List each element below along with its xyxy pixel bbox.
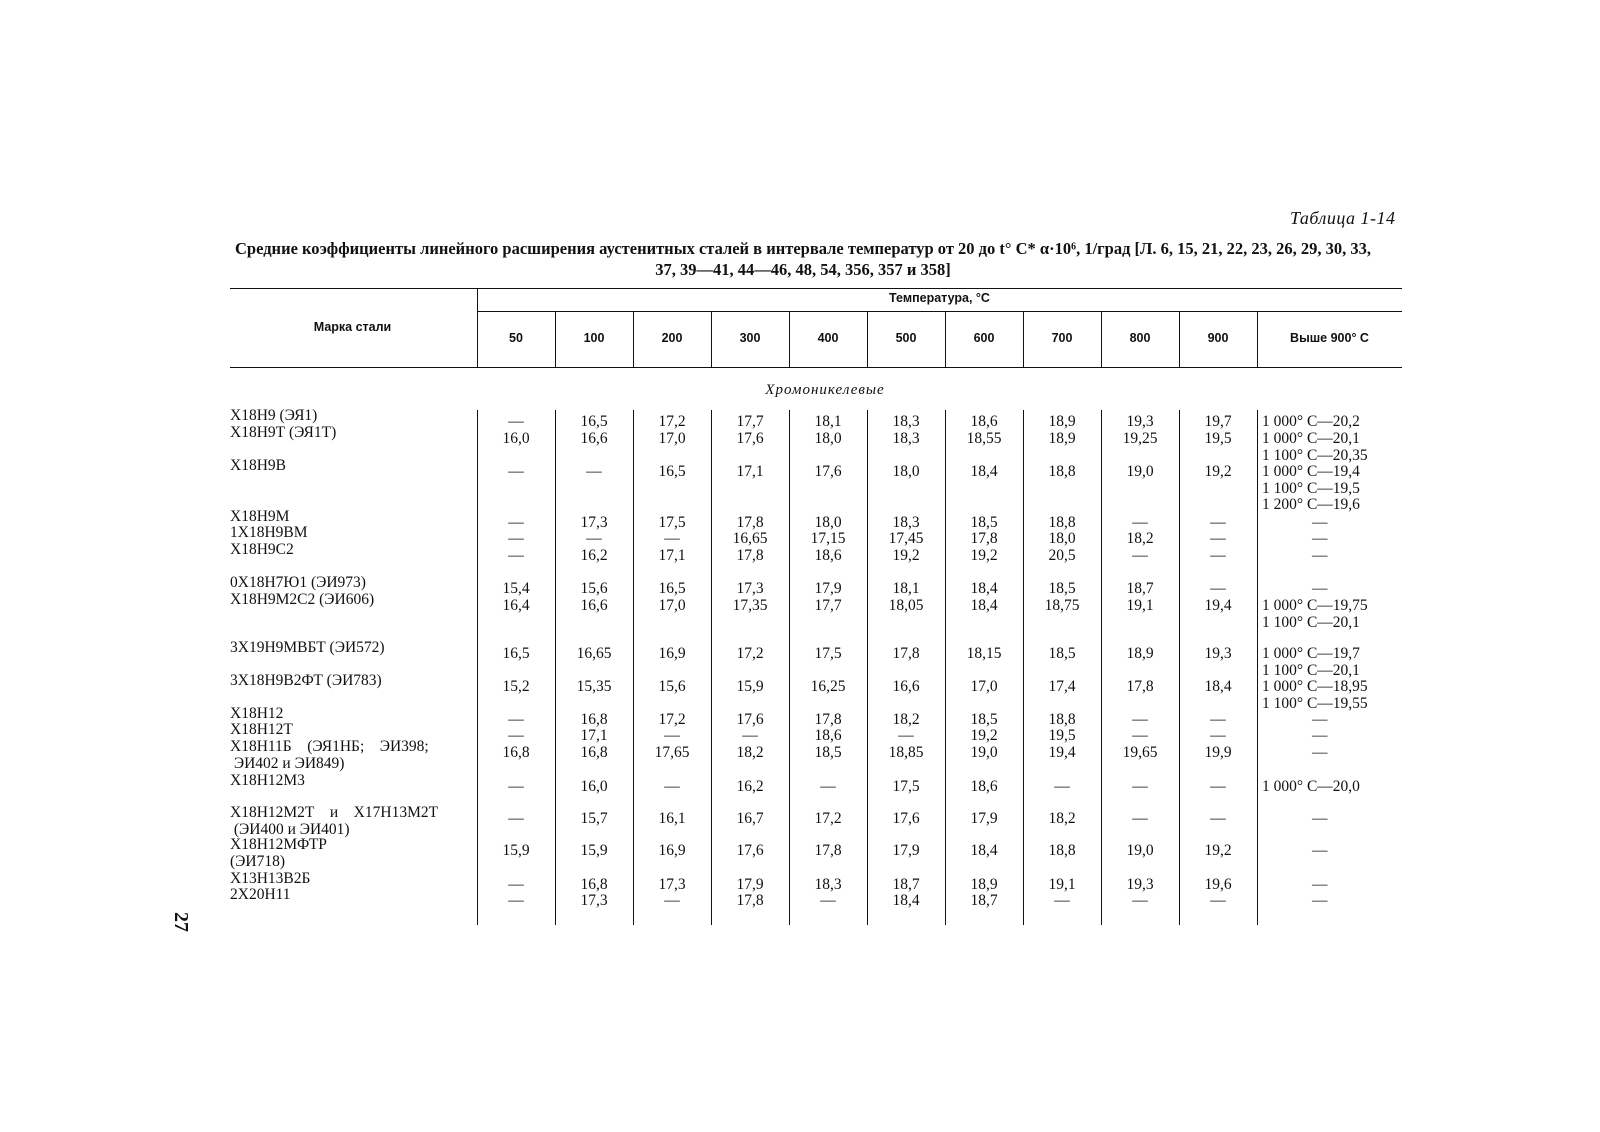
value-cell: — (1132, 892, 1148, 909)
value-cell: — (508, 711, 524, 728)
above-900-cell: 1 000° С—20,1 1 100° С—20,35 (1262, 430, 1368, 464)
value-cell: 17,8 (892, 645, 920, 662)
steel-grade-cell: Х18Н9Т (ЭЯ1Т) (230, 424, 337, 441)
value-cell: 16,0 (580, 778, 608, 795)
header-column-divider (1023, 311, 1024, 367)
value-cell: 16,1 (658, 810, 686, 827)
value-cell: 16,0 (502, 430, 530, 447)
steel-grade-cell: Х18Н9 (ЭЯ1) (230, 407, 318, 424)
value-cell: 19,0 (1126, 463, 1154, 480)
value-cell: 18,5 (1048, 645, 1076, 662)
value-cell: — (820, 892, 836, 909)
value-cell: 18,8 (1048, 711, 1076, 728)
body-column-divider (1023, 410, 1024, 925)
value-cell: 18,7 (970, 892, 998, 909)
value-cell: 18,4 (892, 892, 920, 909)
value-cell: 18,1 (892, 580, 920, 597)
temperature-column-header: 100 (583, 331, 605, 345)
value-cell: — (1210, 778, 1226, 795)
header-column-divider (711, 311, 712, 367)
value-cell: — (1210, 892, 1226, 909)
value-cell: 17,3 (580, 514, 608, 531)
value-cell: 17,7 (736, 413, 764, 430)
value-cell: 18,5 (1048, 580, 1076, 597)
value-cell: 19,2 (1204, 463, 1232, 480)
value-cell: 16,7 (736, 810, 764, 827)
header-column-divider (789, 311, 790, 367)
value-cell: 18,4 (970, 463, 998, 480)
value-cell: — (508, 530, 524, 547)
header-column-divider (1179, 311, 1180, 367)
body-column-divider (555, 410, 556, 925)
above-900-cell: 1 000° С—19,7 1 100° С—20,1 (1262, 645, 1360, 679)
value-cell: 18,2 (1126, 530, 1154, 547)
value-cell: 19,4 (1048, 744, 1076, 761)
above-900-cell: 1 000° С—20,2 (1262, 413, 1360, 430)
value-cell: 18,0 (892, 463, 920, 480)
body-column-divider (633, 410, 634, 925)
value-cell: 18,9 (1048, 413, 1076, 430)
value-cell: — (1210, 711, 1226, 728)
temperature-subheader-rule (477, 311, 1402, 312)
value-cell: 17,4 (1048, 678, 1076, 695)
value-cell: 17,7 (814, 597, 842, 614)
value-cell: 16,6 (892, 678, 920, 695)
value-cell: 16,9 (658, 645, 686, 662)
body-column-divider (477, 410, 478, 925)
above-900-cell: — (1312, 530, 1328, 547)
value-cell: 17,0 (658, 597, 686, 614)
value-cell: 15,6 (580, 580, 608, 597)
temperature-column-header: 600 (973, 331, 995, 345)
temperature-column-header: 50 (509, 331, 523, 345)
value-cell: 18,6 (970, 413, 998, 430)
value-cell: 16,65 (576, 645, 612, 662)
value-cell: — (1210, 530, 1226, 547)
value-cell: 16,25 (810, 678, 846, 695)
value-cell: — (1054, 892, 1070, 909)
value-cell: 16,2 (736, 778, 764, 795)
steel-grade-cell: 1Х18Н9ВМ (230, 524, 308, 541)
steel-grade-cell: 3Х18Н9В2ФТ (ЭИ783) (230, 672, 382, 689)
value-cell: 18,15 (966, 645, 1002, 662)
above-900-cell: — (1312, 842, 1328, 859)
value-cell: — (664, 530, 680, 547)
steel-grade-cell: Х18Н11Б (ЭЯ1НБ; ЭИ398; ЭИ402 и ЭИ849) (230, 738, 429, 772)
value-cell: — (508, 547, 524, 564)
table-label: Таблица 1-14 (1290, 208, 1396, 228)
value-cell: 18,5 (814, 744, 842, 761)
value-cell: 18,05 (888, 597, 924, 614)
value-cell: 17,5 (892, 778, 920, 795)
value-cell: 18,3 (892, 430, 920, 447)
value-cell: 18,0 (814, 514, 842, 531)
value-cell: 17,9 (892, 842, 920, 859)
value-cell: 18,8 (1048, 842, 1076, 859)
steel-grade-cell: Х18Н9В (230, 457, 286, 474)
value-cell: 17,0 (970, 678, 998, 695)
value-cell: — (508, 876, 524, 893)
value-cell: 17,9 (736, 876, 764, 893)
value-cell: — (508, 413, 524, 430)
value-cell: 16,8 (580, 876, 608, 893)
value-cell: 17,3 (658, 876, 686, 893)
body-column-divider (711, 410, 712, 925)
temperature-column-header: 900 (1207, 331, 1229, 345)
body-column-divider (1257, 410, 1258, 925)
value-cell: 17,8 (1126, 678, 1154, 695)
value-cell: 17,1 (580, 727, 608, 744)
value-cell: — (586, 530, 602, 547)
above-900-cell: 1 000° С—18,95 1 100° С—19,55 (1262, 678, 1368, 712)
value-cell: 17,3 (736, 580, 764, 597)
above-900-cell: — (1312, 810, 1328, 827)
value-cell: 18,1 (814, 413, 842, 430)
value-cell: 17,8 (736, 892, 764, 909)
value-cell: 16,5 (580, 413, 608, 430)
header-column-divider (1257, 311, 1258, 367)
value-cell: 15,6 (658, 678, 686, 695)
value-cell: — (508, 810, 524, 827)
value-cell: 17,8 (970, 530, 998, 547)
value-cell: 18,4 (970, 842, 998, 859)
value-cell: 19,5 (1048, 727, 1076, 744)
value-cell: 18,0 (814, 430, 842, 447)
section-title: Хромоникелевые (765, 382, 885, 398)
value-cell: 16,8 (580, 744, 608, 761)
value-cell: 16,4 (502, 597, 530, 614)
value-cell: 18,0 (1048, 530, 1076, 547)
value-cell: 17,2 (658, 711, 686, 728)
steel-grade-header: Марка стали (313, 320, 392, 334)
value-cell: 19,2 (970, 727, 998, 744)
value-cell: 19,3 (1204, 645, 1232, 662)
value-cell: — (1054, 778, 1070, 795)
value-cell: 18,9 (1126, 645, 1154, 662)
above-900-cell: — (1312, 711, 1328, 728)
value-cell: 17,45 (888, 530, 924, 547)
value-cell: 15,2 (502, 678, 530, 695)
value-cell: 17,35 (732, 597, 768, 614)
table-title: Средние коэффициенты линейного расширения аустенитных сталей в интервале температур от 20 до t° C* α·10⁶, 1/град [Л. 6, 15, 21, 22, 23, 26, 29, 30, 33, 37, 39—41, 44—46, 48, 54, 356, 357 и 358] (235, 239, 1371, 279)
header-column-divider (477, 288, 478, 367)
body-column-divider (867, 410, 868, 925)
value-cell: 20,5 (1048, 547, 1076, 564)
value-cell: 17,65 (654, 744, 690, 761)
value-cell: 19,1 (1126, 597, 1154, 614)
value-cell: 17,8 (814, 711, 842, 728)
above-900-cell: — (1312, 514, 1328, 531)
value-cell: 15,35 (576, 678, 612, 695)
value-cell: 18,3 (814, 876, 842, 893)
value-cell: 19,4 (1204, 597, 1232, 614)
header-column-divider (945, 311, 946, 367)
value-cell: — (508, 463, 524, 480)
header-column-divider (633, 311, 634, 367)
temperature-column-header: 500 (895, 331, 917, 345)
above-900-cell: — (1312, 892, 1328, 909)
temperature-column-header: 300 (739, 331, 761, 345)
header-column-divider (1101, 311, 1102, 367)
steel-grade-cell: Х13Н13В2Б (230, 870, 311, 887)
value-cell: 16,2 (580, 547, 608, 564)
value-cell: 15,4 (502, 580, 530, 597)
value-cell: 16,5 (658, 580, 686, 597)
value-cell: 19,3 (1126, 413, 1154, 430)
value-cell: — (898, 727, 914, 744)
value-cell: 19,25 (1122, 430, 1158, 447)
value-cell: 17,3 (580, 892, 608, 909)
above-900-cell: — (1312, 876, 1328, 893)
value-cell: 19,65 (1122, 744, 1158, 761)
value-cell: 15,9 (502, 842, 530, 859)
value-cell: 19,6 (1204, 876, 1232, 893)
header-column-divider (555, 311, 556, 367)
value-cell: 18,9 (1048, 430, 1076, 447)
header-bottom-rule (230, 367, 1402, 368)
page-number: 27 (170, 912, 192, 932)
value-cell: — (1132, 727, 1148, 744)
value-cell: 17,2 (658, 413, 686, 430)
value-cell: 19,7 (1204, 413, 1232, 430)
steel-grade-cell: Х18Н9М2С2 (ЭИ606) (230, 591, 375, 608)
temperature-column-header: 400 (817, 331, 839, 345)
value-cell: 18,6 (970, 778, 998, 795)
value-cell: 19,2 (1204, 842, 1232, 859)
value-cell: 18,3 (892, 413, 920, 430)
value-cell: 16,65 (732, 530, 768, 547)
value-cell: — (508, 892, 524, 909)
value-cell: 18,5 (970, 514, 998, 531)
value-cell: 17,8 (736, 547, 764, 564)
header-top-rule (230, 288, 1402, 289)
steel-grade-cell: Х18Н12Т (230, 721, 293, 738)
value-cell: 17,6 (892, 810, 920, 827)
value-cell: 16,8 (580, 711, 608, 728)
above-900-cell: — (1312, 547, 1328, 564)
value-cell: 16,6 (580, 430, 608, 447)
temperature-column-header: Выше 900° С (1290, 331, 1369, 345)
value-cell: 18,75 (1044, 597, 1080, 614)
value-cell: 18,7 (1126, 580, 1154, 597)
value-cell: 18,55 (966, 430, 1002, 447)
steel-grade-cell: Х18Н9М (230, 508, 290, 525)
temperature-column-header: 800 (1129, 331, 1151, 345)
value-cell: 17,15 (810, 530, 846, 547)
value-cell: — (1132, 778, 1148, 795)
value-cell: 16,5 (502, 645, 530, 662)
above-900-cell: 1 000° С—19,4 1 100° С—19,5 1 200° С—19,6 (1262, 463, 1360, 513)
steel-grade-cell: Х18Н12 (230, 705, 284, 722)
value-cell: — (1132, 547, 1148, 564)
value-cell: 18,2 (892, 711, 920, 728)
value-cell: 19,5 (1204, 430, 1232, 447)
value-cell: 16,9 (658, 842, 686, 859)
value-cell: 17,9 (814, 580, 842, 597)
above-900-cell: — (1312, 727, 1328, 744)
value-cell: 16,6 (580, 597, 608, 614)
value-cell: 16,8 (502, 744, 530, 761)
value-cell: — (1210, 514, 1226, 531)
value-cell: — (586, 463, 602, 480)
value-cell: 18,2 (736, 744, 764, 761)
steel-grade-cell: Х18Н9С2 (230, 541, 294, 558)
value-cell: 17,6 (736, 711, 764, 728)
value-cell: 17,5 (814, 645, 842, 662)
above-900-cell: — (1312, 580, 1328, 597)
value-cell: 17,6 (736, 430, 764, 447)
value-cell: 19,0 (1126, 842, 1154, 859)
value-cell: 19,0 (970, 744, 998, 761)
value-cell: 18,6 (814, 547, 842, 564)
value-cell: 19,3 (1126, 876, 1154, 893)
value-cell: — (1210, 580, 1226, 597)
value-cell: 17,1 (658, 547, 686, 564)
value-cell: 19,2 (970, 547, 998, 564)
body-column-divider (1101, 410, 1102, 925)
value-cell: 17,2 (736, 645, 764, 662)
value-cell: 16,5 (658, 463, 686, 480)
value-cell: 18,5 (970, 711, 998, 728)
above-900-cell: 1 000° С—19,75 1 100° С—20,1 (1262, 597, 1368, 631)
value-cell: — (664, 727, 680, 744)
value-cell: 18,6 (814, 727, 842, 744)
value-cell: — (1132, 810, 1148, 827)
value-cell: 15,7 (580, 810, 608, 827)
value-cell: 17,2 (814, 810, 842, 827)
body-column-divider (789, 410, 790, 925)
steel-grade-cell: 3Х19Н9МВБТ (ЭИ572) (230, 639, 385, 656)
value-cell: — (742, 727, 758, 744)
steel-grade-cell: 2Х20Н11 (230, 886, 291, 903)
header-column-divider (867, 311, 868, 367)
temperature-header: Температура, °С (889, 291, 990, 305)
value-cell: 17,8 (736, 514, 764, 531)
value-cell: 18,85 (888, 744, 924, 761)
above-900-cell: 1 000° С—20,0 (1262, 778, 1360, 795)
value-cell: — (820, 778, 836, 795)
value-cell: — (508, 778, 524, 795)
value-cell: 18,2 (1048, 810, 1076, 827)
value-cell: 19,9 (1204, 744, 1232, 761)
steel-grade-cell: 0Х18Н7Ю1 (ЭИ973) (230, 574, 366, 591)
value-cell: — (508, 727, 524, 744)
value-cell: 17,6 (736, 842, 764, 859)
value-cell: 17,9 (970, 810, 998, 827)
value-cell: 15,9 (580, 842, 608, 859)
steel-grade-cell: Х18Н12МФТР (ЭИ718) (230, 836, 327, 870)
value-cell: 18,8 (1048, 514, 1076, 531)
value-cell: 18,9 (970, 876, 998, 893)
temperature-column-header: 700 (1051, 331, 1073, 345)
body-column-divider (945, 410, 946, 925)
value-cell: — (1210, 547, 1226, 564)
value-cell: — (1210, 727, 1226, 744)
value-cell: 18,7 (892, 876, 920, 893)
steel-grade-cell: Х18Н12М2Т и Х17Н13М2Т (ЭИ400 и ЭИ401) (230, 804, 439, 838)
value-cell: 19,2 (892, 547, 920, 564)
value-cell: 18,4 (970, 580, 998, 597)
above-900-cell: — (1312, 744, 1328, 761)
value-cell: 17,1 (736, 463, 764, 480)
value-cell: — (1210, 810, 1226, 827)
value-cell: 18,8 (1048, 463, 1076, 480)
value-cell: 18,4 (1204, 678, 1232, 695)
steel-grade-cell: Х18Н12М3 (230, 772, 305, 789)
value-cell: — (508, 514, 524, 531)
value-cell: — (1132, 711, 1148, 728)
value-cell: 17,5 (658, 514, 686, 531)
value-cell: 18,4 (970, 597, 998, 614)
value-cell: 18,3 (892, 514, 920, 531)
value-cell: 19,1 (1048, 876, 1076, 893)
value-cell: 17,8 (814, 842, 842, 859)
value-cell: — (1132, 514, 1148, 531)
temperature-column-header: 200 (661, 331, 683, 345)
value-cell: — (664, 778, 680, 795)
value-cell: — (664, 892, 680, 909)
body-column-divider (1179, 410, 1180, 925)
value-cell: 17,6 (814, 463, 842, 480)
value-cell: 15,9 (736, 678, 764, 695)
value-cell: 17,0 (658, 430, 686, 447)
